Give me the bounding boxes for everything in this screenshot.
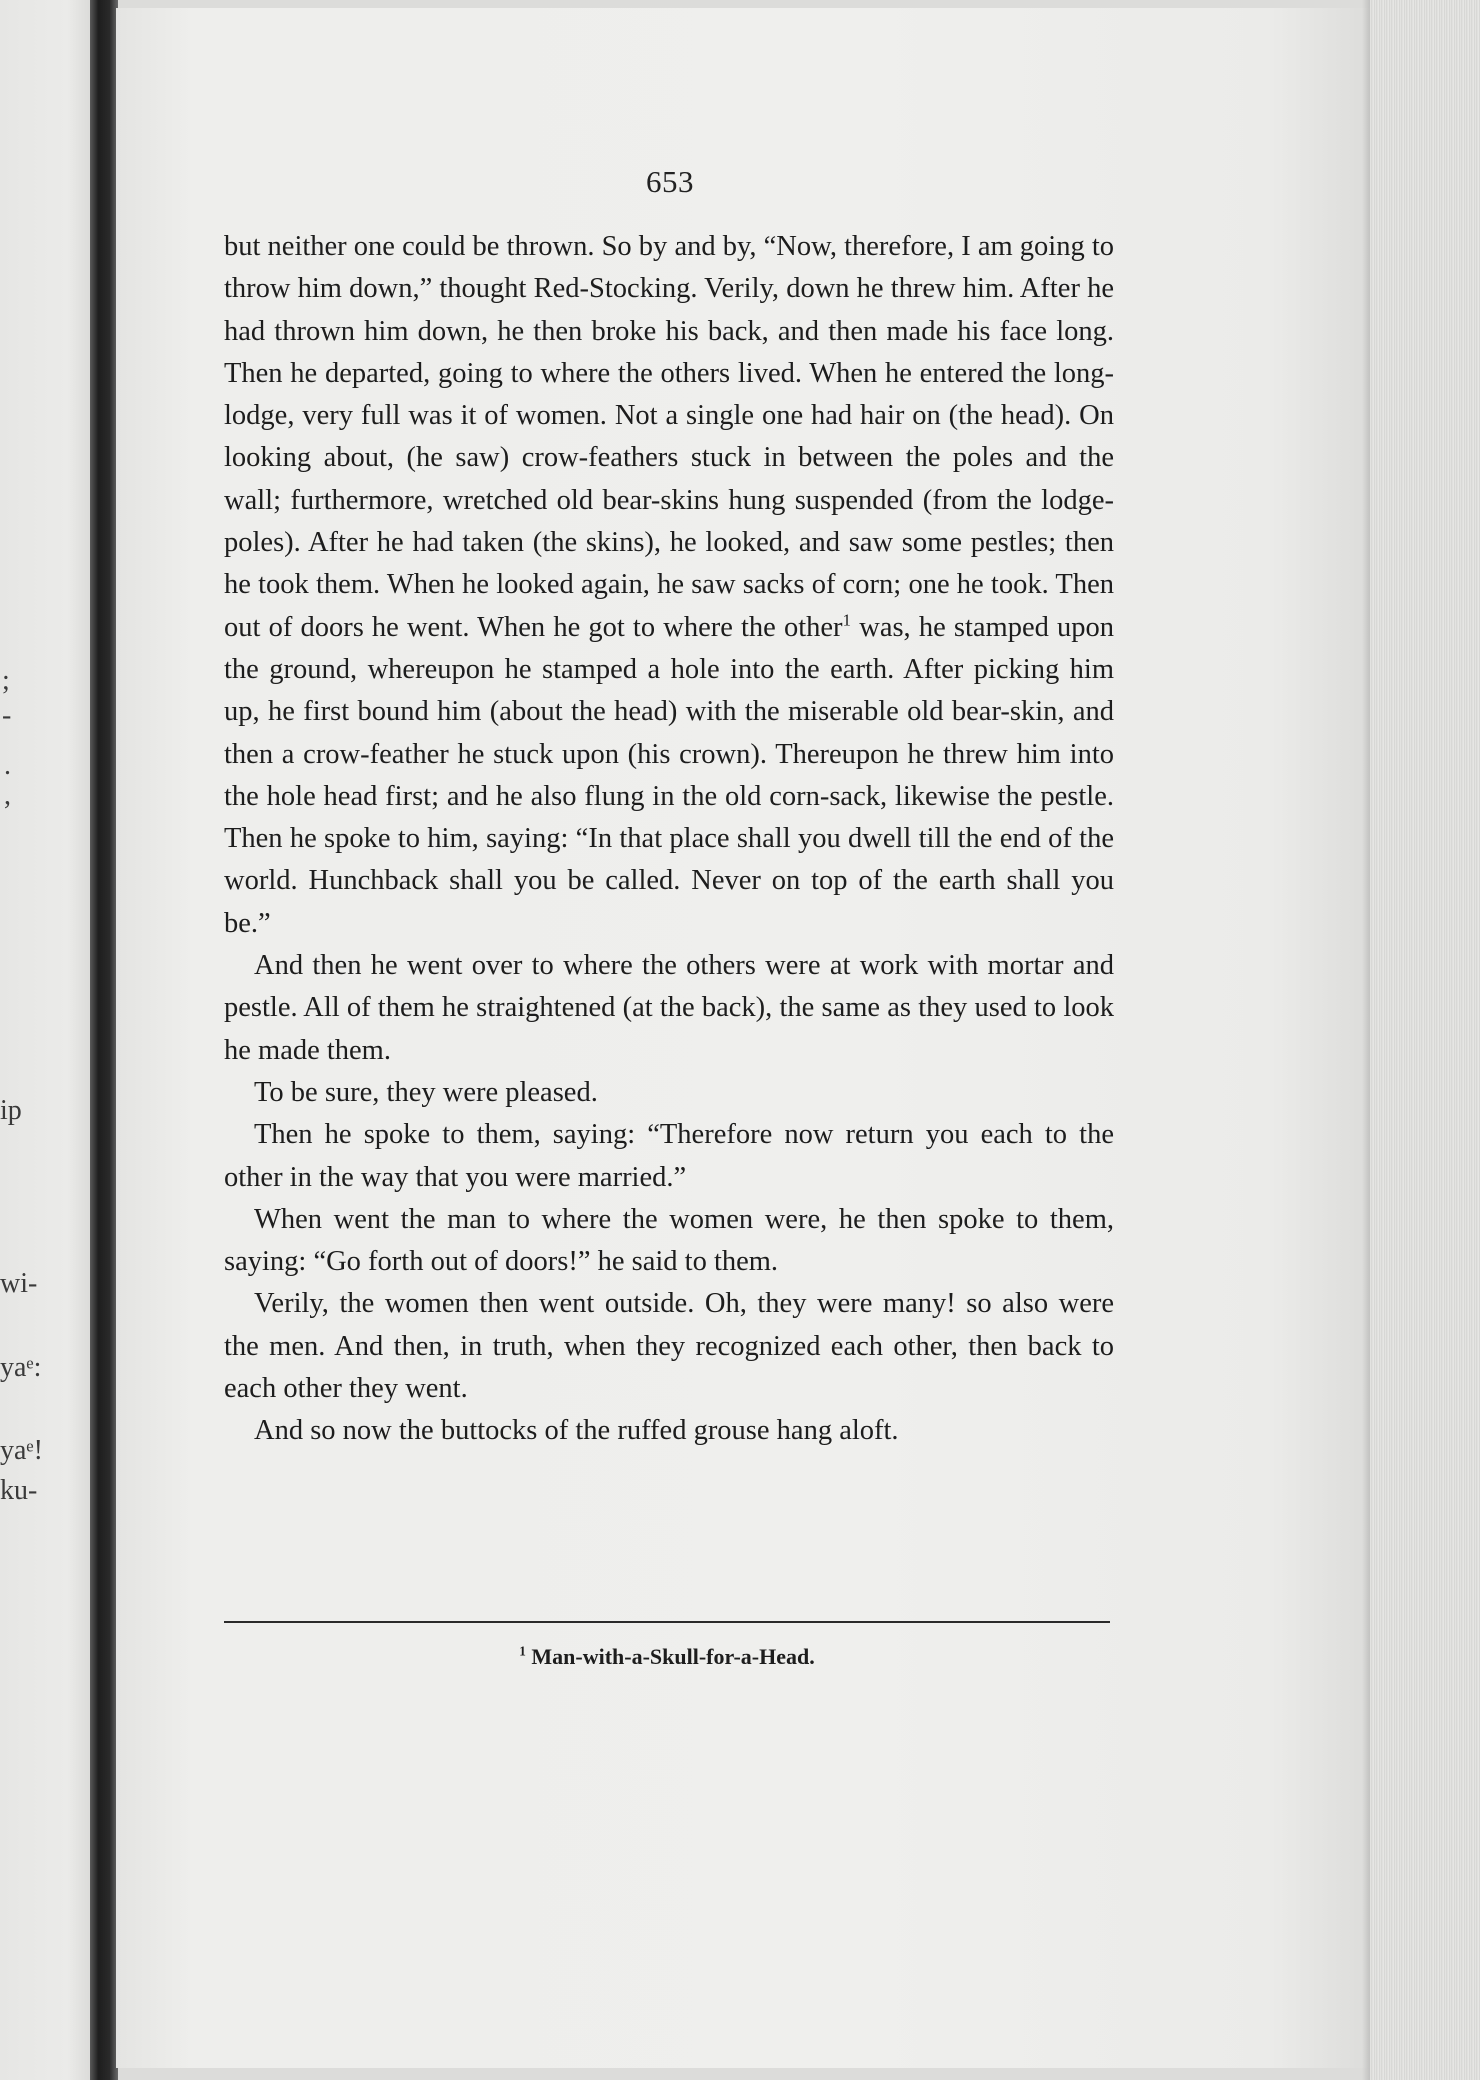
left-page-fragment: - — [2, 700, 12, 731]
left-page-fragment: ; — [2, 665, 10, 696]
body-text — [224, 226, 1114, 1453]
left-page-fragment: wi- — [0, 1268, 38, 1299]
footnote — [224, 1644, 1110, 1670]
facing-left-page — [0, 0, 96, 2080]
paragraph: Then he spoke to them, saying: “Therefore now return you each to the other in the way that you were married.” — [224, 1119, 1114, 1193]
footnote-text: Man-with-a-Skull-for-a-Head. — [531, 1644, 815, 1669]
left-page-fragment: ip — [0, 1095, 22, 1126]
paragraph-text: but neither one could be thrown. So by and by, “Now, therefore, I am going to throw him down,” thought Red-Stocking. Verily, down he threw him. After he had thrown him down, he then broke his back, and then made his face long. Then he departed, going to where the others lived. When he entered the long-lodge, very full was it of women. Not a single one had hair on (the head). On looking about, (he saw) crow-feathers stuck in between the poles and the wall; furthermore, wretched old bear-skins hung suspended (from the lodge-poles). After he had taken (the skins), he looked, and saw some pestles; then he took them. When he looked again, he saw sacks of corn; one he took. Then out of doors he went. When he got to where the other — [224, 231, 1114, 643]
footnote-number: 1 — [519, 1643, 526, 1659]
paragraph: And then he went over to where the others were at work with mortar and pestle. All of them he straightened (at the back), the same as they used to look he made them. — [224, 950, 1114, 1066]
left-page-fragment: . — [4, 750, 11, 781]
left-page-fragment: ku- — [0, 1475, 38, 1506]
left-page-fragment: yaᵉ: — [0, 1352, 42, 1383]
footnote-marker: 1 — [842, 610, 852, 630]
left-page-fragment: , — [4, 780, 11, 811]
paragraph: To be sure, they were pleased. — [254, 1076, 598, 1108]
page-edges-stack — [1370, 0, 1480, 2080]
page-number: 653 — [646, 164, 694, 199]
paragraph — [224, 226, 1114, 945]
paragraph-text: was, he stamped upon the ground, whereupon he stamped a hole into the earth. After picking him up, he first bound him (about the head) with the miserable old bear-skin, and then a crow-feather he stuck upon (his crown). Thereupon he threw him into the hole head first; and he also flung in the old corn-sack, likewise the pestle. Then he spoke to him, saying: “In that place shall you dwell till the end of the world. Hunchback shall you be called. Never on top of the earth shall you be.” — [224, 611, 1115, 939]
footnote-divider — [224, 1621, 1110, 1623]
book-binding-gutter — [90, 0, 118, 2080]
paragraph: When went the man to where the women were, he then spoke to them, saying: “Go forth out of doors!” he said to them. — [224, 1203, 1114, 1278]
left-page-fragment: yaᵉ! — [0, 1435, 43, 1466]
paragraph: And so now the buttocks of the ruffed grouse hang aloft. — [254, 1415, 899, 1447]
paragraph: Verily, the women then went outside. Oh, they were many! so also were the men. And then, in truth, when they recognized each other, then back to each other they went. — [224, 1288, 1114, 1405]
